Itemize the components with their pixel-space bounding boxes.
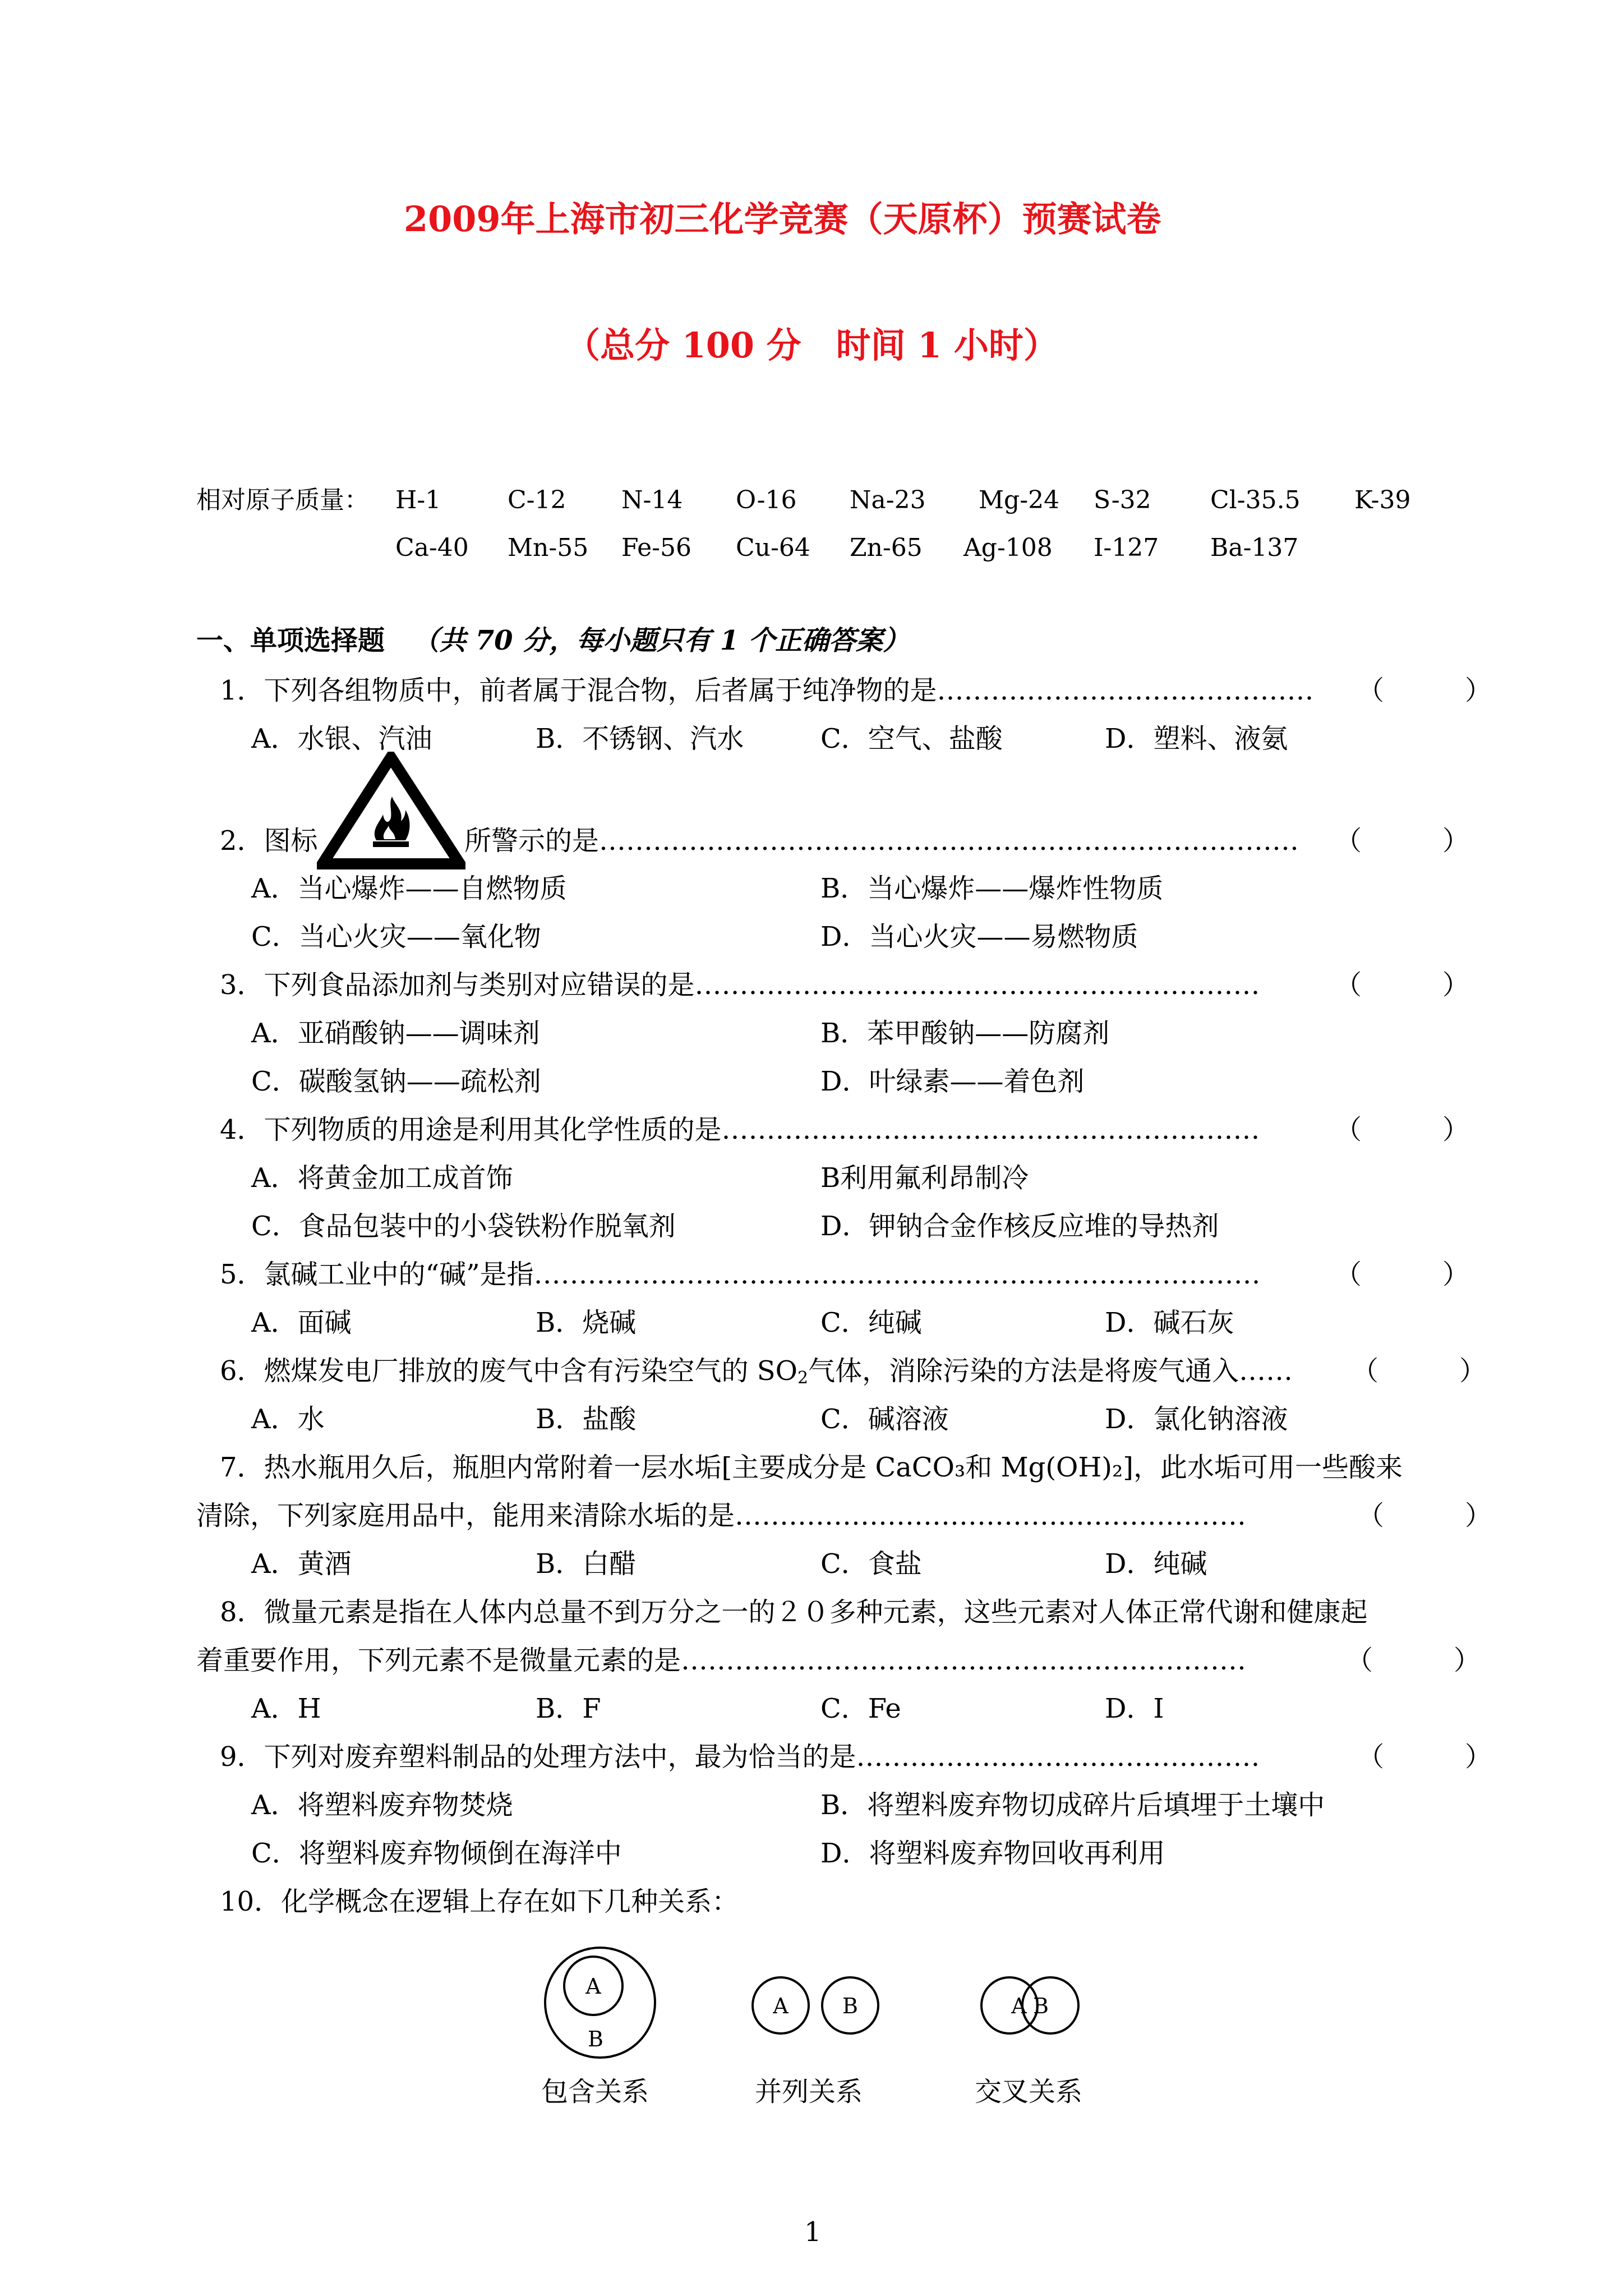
intersect-label-a: A — [1011, 1994, 1027, 2018]
q6-option-d: D．氯化钠溶液 — [1105, 1404, 1288, 1435]
inclusion-diagram — [527, 1930, 673, 2076]
q6-option-c: C．碱溶液 — [820, 1404, 949, 1435]
q6-option-b: B．盐酸 — [536, 1404, 637, 1435]
atomic-mass-label: 相对原子质量： — [196, 486, 369, 514]
q4-option-b: B利用氟利昂制冷 — [820, 1162, 1029, 1194]
atomic-mass-item-3: O-16 — [736, 486, 797, 514]
q3-answer-paren: （ ） — [1335, 969, 1470, 1001]
q6-option-a: A．水 — [251, 1404, 325, 1435]
q7-option-a: A．黄酒 — [251, 1548, 352, 1580]
q8-stem-line-2: 着重要作用，下列元素不是微量元素的是……………………………………………………… — [196, 1645, 1247, 1676]
q5-option-b: B．烧碱 — [536, 1307, 637, 1338]
atomic-mass-item-row2-3: Cu-64 — [736, 533, 810, 562]
q10-stem: 10．化学概念在逻辑上存在如下几种关系： — [220, 1886, 739, 1917]
q8-option-c: C．Fe — [820, 1693, 901, 1724]
q1-option-b: B．不锈钢、汽水 — [536, 723, 744, 754]
q7-stem-line-2: 清除，下列家庭用品中，能用来清除水垢的是………………………………………………… — [196, 1500, 1247, 1531]
q8-option-a: A．H — [251, 1693, 321, 1724]
intersect-circle-b — [1022, 1977, 1078, 2033]
q5-answer-paren: （ ） — [1335, 1259, 1470, 1290]
q4-option-d: D．钾钠合金作核反应堆的导热剂 — [820, 1211, 1219, 1242]
q3-option-c: C．碳酸氢钠——疏松剂 — [251, 1066, 541, 1097]
q5-option-d: D．碱石灰 — [1105, 1307, 1234, 1338]
atomic-mass-item-0: H-1 — [395, 486, 441, 514]
atomic-mass-item-row2-4: Zn-65 — [850, 533, 923, 562]
q2-stem-start: 2．图标 — [220, 825, 318, 857]
q8-option-d: D．I — [1105, 1693, 1164, 1724]
q9-option-c: C．将塑料废弃物倾倒在海洋中 — [251, 1838, 622, 1869]
intersect-label-b: B — [1033, 1994, 1049, 2018]
q4-option-c: C．食品包装中的小袋铁粉作脱氧剂 — [251, 1211, 676, 1242]
q1-option-d: D．塑料、液氨 — [1105, 723, 1288, 754]
q1-option-c: C．空气、盐酸 — [820, 723, 1003, 754]
q1-stem: 1．下列各组物质中，前者属于混合物，后者属于纯净物的是…………………………………… — [220, 675, 1314, 706]
parallel-label-b: B — [842, 1994, 858, 2018]
q6-answer-paren: （ ） — [1352, 1355, 1487, 1387]
q8-answer-paren: （ ） — [1346, 1645, 1481, 1676]
atomic-mass-item-row2-5: Ag-108 — [963, 533, 1053, 562]
atomic-mass-item-6: S-32 — [1094, 486, 1151, 514]
parallel-caption: 并列关系 — [755, 2076, 863, 2108]
atomic-mass-item-row2-7: Ba-137 — [1210, 533, 1299, 562]
q3-option-b: B．苯甲酸钠——防腐剂 — [820, 1018, 1110, 1049]
atomic-mass-item-row2-0: Ca-40 — [395, 533, 469, 562]
intersect-caption: 交叉关系 — [975, 2076, 1083, 2108]
q2-option-a: A．当心爆炸——自燃物质 — [251, 873, 567, 904]
exam-title: 2009年上海市初三化学竞赛（天原杯）预赛试卷 — [404, 199, 1161, 240]
atomic-mass-item-row2-6: I-127 — [1094, 533, 1159, 562]
atomic-mass-item-1: C-12 — [508, 486, 566, 514]
q9-option-b: B．将塑料废弃物切成碎片后填埋于土壤中 — [820, 1789, 1325, 1821]
inclusion-label-a: A — [585, 1974, 601, 1999]
q4-option-a: A．将黄金加工成首饰 — [251, 1162, 513, 1194]
q9-option-a: A．将塑料废弃物焚烧 — [251, 1789, 513, 1821]
flammable-warning-icon — [317, 752, 465, 869]
q1-answer-paren: （ ） — [1357, 675, 1492, 706]
intersect-diagram — [967, 1963, 1096, 2047]
q6-stem: 6．燃煤发电厂排放的废气中含有污染空气的 $SO_2$气体，消除污染的方法是将废气通入…… — [220, 1355, 1293, 1388]
q7-stem-line-1: 7．热水瓶用久后，瓶胆内常附着一层水垢[主要成分是 CaCO₃和 Mg(OH)₂]，此水垢可用一些酸来 — [220, 1452, 1403, 1483]
inclusion-label-b: B — [588, 2027, 603, 2051]
atomic-mass-item-2: N-14 — [621, 486, 683, 514]
q3-option-a: A．亚硝酸钠——调味剂 — [251, 1018, 540, 1049]
q3-stem: 3．下列食品添加剂与类别对应错误的是……………………………………………………… — [220, 969, 1260, 1001]
q8-stem-line-1: 8．微量元素是指在人体内总量不到万分之一的２０多种元素，这些元素对人体正常代谢和健康起 — [220, 1596, 1368, 1628]
q2-stem-end: 所警示的是…………………………………………………………………… — [464, 825, 1299, 857]
atomic-mass-item-5: Mg-24 — [979, 486, 1060, 514]
atomic-mass-item-row2-2: Fe-56 — [621, 533, 692, 562]
q2-answer-paren: （ ） — [1335, 825, 1470, 857]
section-note: （共 70 分，每小题只有 1 个正确答案） — [412, 625, 910, 656]
parallel-diagram — [746, 1963, 892, 2047]
atomic-mass-item-7: Cl-35.5 — [1210, 486, 1301, 514]
q7-option-b: B．白醋 — [536, 1548, 637, 1580]
q5-option-c: C．纯碱 — [820, 1307, 922, 1338]
atomic-mass-item-4: Na-23 — [850, 486, 926, 514]
parallel-label-a: A — [773, 1994, 789, 2018]
exam-subtitle: （总分 100 分 时间 1 小时） — [565, 325, 1058, 366]
q9-option-d: D．将塑料废弃物回收再利用 — [820, 1838, 1165, 1869]
page-number: 1 — [804, 2216, 822, 2248]
q4-stem: 4．下列物质的用途是利用其化学性质的是…………………………………………………… — [220, 1114, 1260, 1145]
q5-option-a: A．面碱 — [251, 1307, 352, 1338]
q2-option-b: B．当心爆炸——爆炸性物质 — [820, 873, 1164, 904]
q5-stem: 5．氯碱工业中的“碱”是指……………………………………………………………………… — [220, 1259, 1261, 1290]
q9-answer-paren: （ ） — [1357, 1741, 1492, 1773]
q7-option-d: D．纯碱 — [1105, 1548, 1207, 1580]
atomic-mass-item-8: K-39 — [1354, 486, 1411, 514]
q1-option-a: A．水银、汽油 — [251, 723, 432, 754]
section-heading: 一、单项选择题 — [196, 625, 385, 656]
q3-option-d: D．叶绿素——着色剂 — [820, 1066, 1085, 1097]
inclusion-caption: 包含关系 — [541, 2076, 649, 2108]
atomic-mass-item-row2-1: Mn-55 — [508, 533, 589, 562]
q7-option-c: C．食盐 — [820, 1548, 922, 1580]
q8-option-b: B．F — [536, 1693, 601, 1724]
q7-answer-paren: （ ） — [1357, 1500, 1492, 1531]
q4-answer-paren: （ ） — [1335, 1114, 1470, 1145]
q2-option-c: C．当心火灾——氧化物 — [251, 921, 541, 953]
q2-option-d: D．当心火灾——易燃物质 — [820, 921, 1138, 953]
q9-stem: 9．下列对废弃塑料制品的处理方法中，最为恰当的是……………………………………… — [220, 1741, 1260, 1773]
